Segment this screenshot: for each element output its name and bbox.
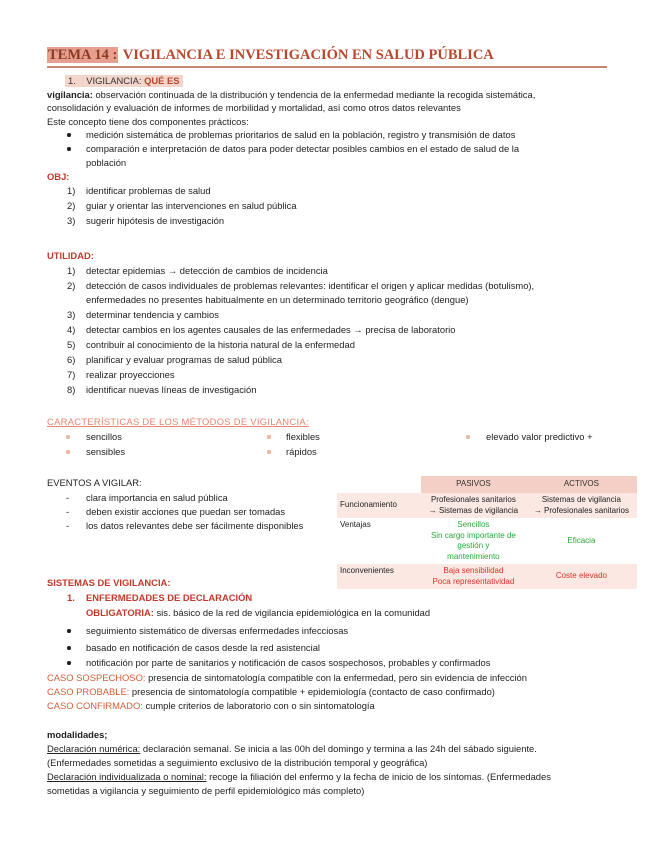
obj-num-3: 3) — [67, 215, 76, 226]
square-bullet — [267, 450, 271, 454]
definition-text1: observación continuada de la distribución y tendencia de la enfermedad mediante la recogida sistemática, — [92, 89, 536, 100]
numerica-label: Declaración numérica: — [47, 743, 141, 754]
util-item-3: determinar tendencia y cambios — [86, 309, 219, 320]
cell: Sistemas de vigilancia → Profesionales sanitarios — [526, 493, 637, 518]
row-label: Ventajas — [340, 520, 371, 529]
title-rule — [47, 66, 607, 68]
individual-text: recoge la filiación del enfermo y la fecha de inicio de los síntomas. (Enfermedades — [206, 771, 551, 782]
cell: Profesionales sanitarios → Sistemas de vigilancia — [421, 493, 526, 518]
obligatoria-text: sis. básico de la red de vigilancia epidemiológica en la comunidad — [153, 607, 431, 618]
cell: Baja sensibilidad Poca representatividad — [421, 564, 526, 589]
section1-label: VIGILANCIA: — [86, 75, 142, 86]
table-row — [337, 564, 637, 589]
util-num-2: 2) — [67, 280, 76, 291]
page-title — [47, 46, 607, 66]
section1-highlight: QUÉ ES — [144, 75, 180, 86]
table-header-activos: ACTIVOS — [526, 476, 637, 493]
component-2-cont: población — [86, 157, 127, 168]
evento-1: clara importancia en salud pública — [86, 492, 228, 503]
numerica-line — [47, 743, 537, 755]
sistemas-sub-num: 1. — [67, 592, 75, 603]
definition-line2: consolidación y evaluación de informes de morbilidad y mortalidad, así como otros datos relevantes — [47, 102, 461, 113]
numerica-text2: (Enfermedades sometidas a seguimiento exclusivo de la distribución temporal y geográfica) — [47, 757, 428, 768]
cell: Sencillos Sin cargo importante de gestión y mantenimiento — [430, 520, 516, 561]
caso-label: CASO CONFIRMADO: — [47, 700, 143, 711]
section1-num: 1. — [68, 75, 76, 86]
table-header-pasivos: PASIVOS — [421, 476, 526, 493]
square-bullet — [466, 435, 470, 439]
caso-label: CASO PROBABLE: — [47, 686, 130, 697]
definition-intro: Este concepto tiene dos componentes prácticos: — [47, 116, 249, 127]
table-row — [337, 493, 637, 518]
obligatoria-line — [86, 607, 430, 619]
carac-col1-1: sencillos — [86, 431, 122, 442]
dash: - — [66, 492, 70, 503]
individual-text2: sometidas a vigilancia y seguimiento de perfil epidemiológico más completo) — [47, 785, 365, 796]
modalidades-label: modalidades; — [47, 729, 108, 740]
cell: Coste elevado — [526, 564, 637, 589]
obligatoria-label: OBLIGATORIA: — [86, 607, 154, 618]
util-num-5: 5) — [67, 339, 76, 350]
caso-text: cumple criterios de laboratorio con o sin sintomatología — [142, 700, 375, 711]
util-num-4: 4) — [67, 324, 76, 335]
section1-heading — [65, 75, 183, 87]
util-num-8: 8) — [67, 384, 76, 395]
carac-col1-2: sensibles — [86, 446, 126, 457]
caso-label: CASO SOSPECHOSO: — [47, 672, 146, 683]
util-num-7: 7) — [67, 369, 76, 380]
table-header-row — [337, 476, 637, 493]
bullet — [67, 147, 71, 151]
evento-3: los datos relevantes debe ser fácilmente disponibles — [86, 520, 304, 531]
definition-term: vigilancia: — [47, 89, 93, 100]
util-item-6: planificar y evaluar programas de salud pública — [86, 354, 282, 365]
sistemas-sub-label: ENFERMEDADES DE DECLARACIÓN — [86, 592, 253, 603]
util-item-8: identificar nuevas líneas de investigación — [86, 384, 257, 395]
carac-col2-1: flexibles — [286, 431, 320, 442]
util-item-2-cont: enfermedades no presentes habitualmente en un determinado territorio geográfico (dengue) — [86, 294, 469, 305]
obj-num-2: 2) — [67, 200, 76, 211]
util-num-1: 1) — [67, 265, 76, 276]
square-bullet — [66, 450, 70, 454]
carac-col2-2: rápidos — [286, 446, 317, 457]
caso-text: presencia de sintomatología compatible + epidemiología (contacto de caso confirmado) — [129, 686, 495, 697]
util-item-5: contribuir al conocimiento de la historia natural de la enfermedad — [86, 339, 355, 350]
caso-text: presencia de sintomatología compatible con la enfermedad, pero sin evidencia de infección — [145, 672, 527, 683]
dash: - — [66, 520, 70, 531]
bullet — [67, 661, 71, 665]
bullet — [67, 133, 71, 137]
sistemas-bullet-3: notificación por parte de sanitarios y notificación de casos sospechosos, probables y confirmados — [86, 657, 491, 668]
util-num-6: 6) — [67, 354, 76, 365]
title-text: VIGILANCIA E INVESTIGACIÓN EN SALUD PÚBLICA — [122, 47, 494, 63]
square-bullet — [66, 435, 70, 439]
obj-label: OBJ: — [47, 171, 70, 182]
cell: Eficacia — [567, 535, 596, 545]
sistemas-label: SISTEMAS DE VIGILANCIA: — [47, 577, 171, 588]
obj-item-1: identificar problemas de salud — [86, 185, 211, 196]
comparison-table — [337, 476, 637, 589]
definition-line1 — [47, 89, 535, 101]
caso-probable — [47, 686, 495, 698]
bullet — [67, 629, 71, 633]
caso-confirmado — [47, 700, 375, 712]
table-header-blank — [337, 476, 421, 493]
caso-sospechoso — [47, 672, 527, 684]
util-item-4: detectar cambios en los agentes causales de las enfermedades → precisa de laboratorio — [86, 324, 456, 335]
util-num-3: 3) — [67, 309, 76, 320]
util-item-1: detectar epidemias → detección de cambios de incidencia — [86, 265, 328, 276]
evento-2: deben existir acciones que puedan ser tomadas — [86, 506, 286, 517]
carac-col3-1: elevado valor predictivo + — [486, 431, 593, 442]
bullet — [67, 646, 71, 650]
individual-line — [47, 771, 551, 783]
sistemas-bullet-2: basado en notificación de casos desde la red asistencial — [86, 642, 321, 653]
numerica-text: declaración semanal. Se inicia a las 00h del domingo y termina a las 24h del sábado siguiente. — [140, 743, 537, 754]
component-1: medición sistemática de problemas prioritarios de salud en la población, registro y transmisión de datos — [86, 129, 516, 140]
obj-num-1: 1) — [67, 185, 76, 196]
caracteristicas-label: CARACTERÍSTICAS DE LOS MÉTODOS DE VIGILANCIA: — [47, 416, 309, 427]
obj-item-2: guiar y orientar las intervenciones en salud pública — [86, 200, 297, 211]
title-tag: TEMA 14 : — [48, 47, 118, 63]
sistemas-bullet-1: seguimiento sistemático de diversas enfermedades infecciosas — [86, 625, 349, 636]
obj-item-3: sugerir hipótesis de investigación — [86, 215, 225, 226]
eventos-label: EVENTOS A VIGILAR: — [47, 477, 142, 488]
row-label: Inconvenientes — [337, 564, 421, 589]
individual-label: Declaración individualizada o nominal: — [47, 771, 207, 782]
utilidad-label: UTILIDAD: — [47, 250, 94, 261]
square-bullet — [267, 435, 271, 439]
table-row — [337, 518, 637, 564]
util-item-2: detección de casos individuales de problemas relevantes: identificar el origen y aplicar medidas (botulismo), — [86, 280, 535, 291]
row-label: Funcionamiento — [337, 493, 421, 518]
util-item-7: realizar proyecciones — [86, 369, 175, 380]
component-2: comparación e interpretación de datos para poder detectar posibles cambios en el estado de salud de la — [86, 143, 520, 154]
dash: - — [66, 506, 70, 517]
